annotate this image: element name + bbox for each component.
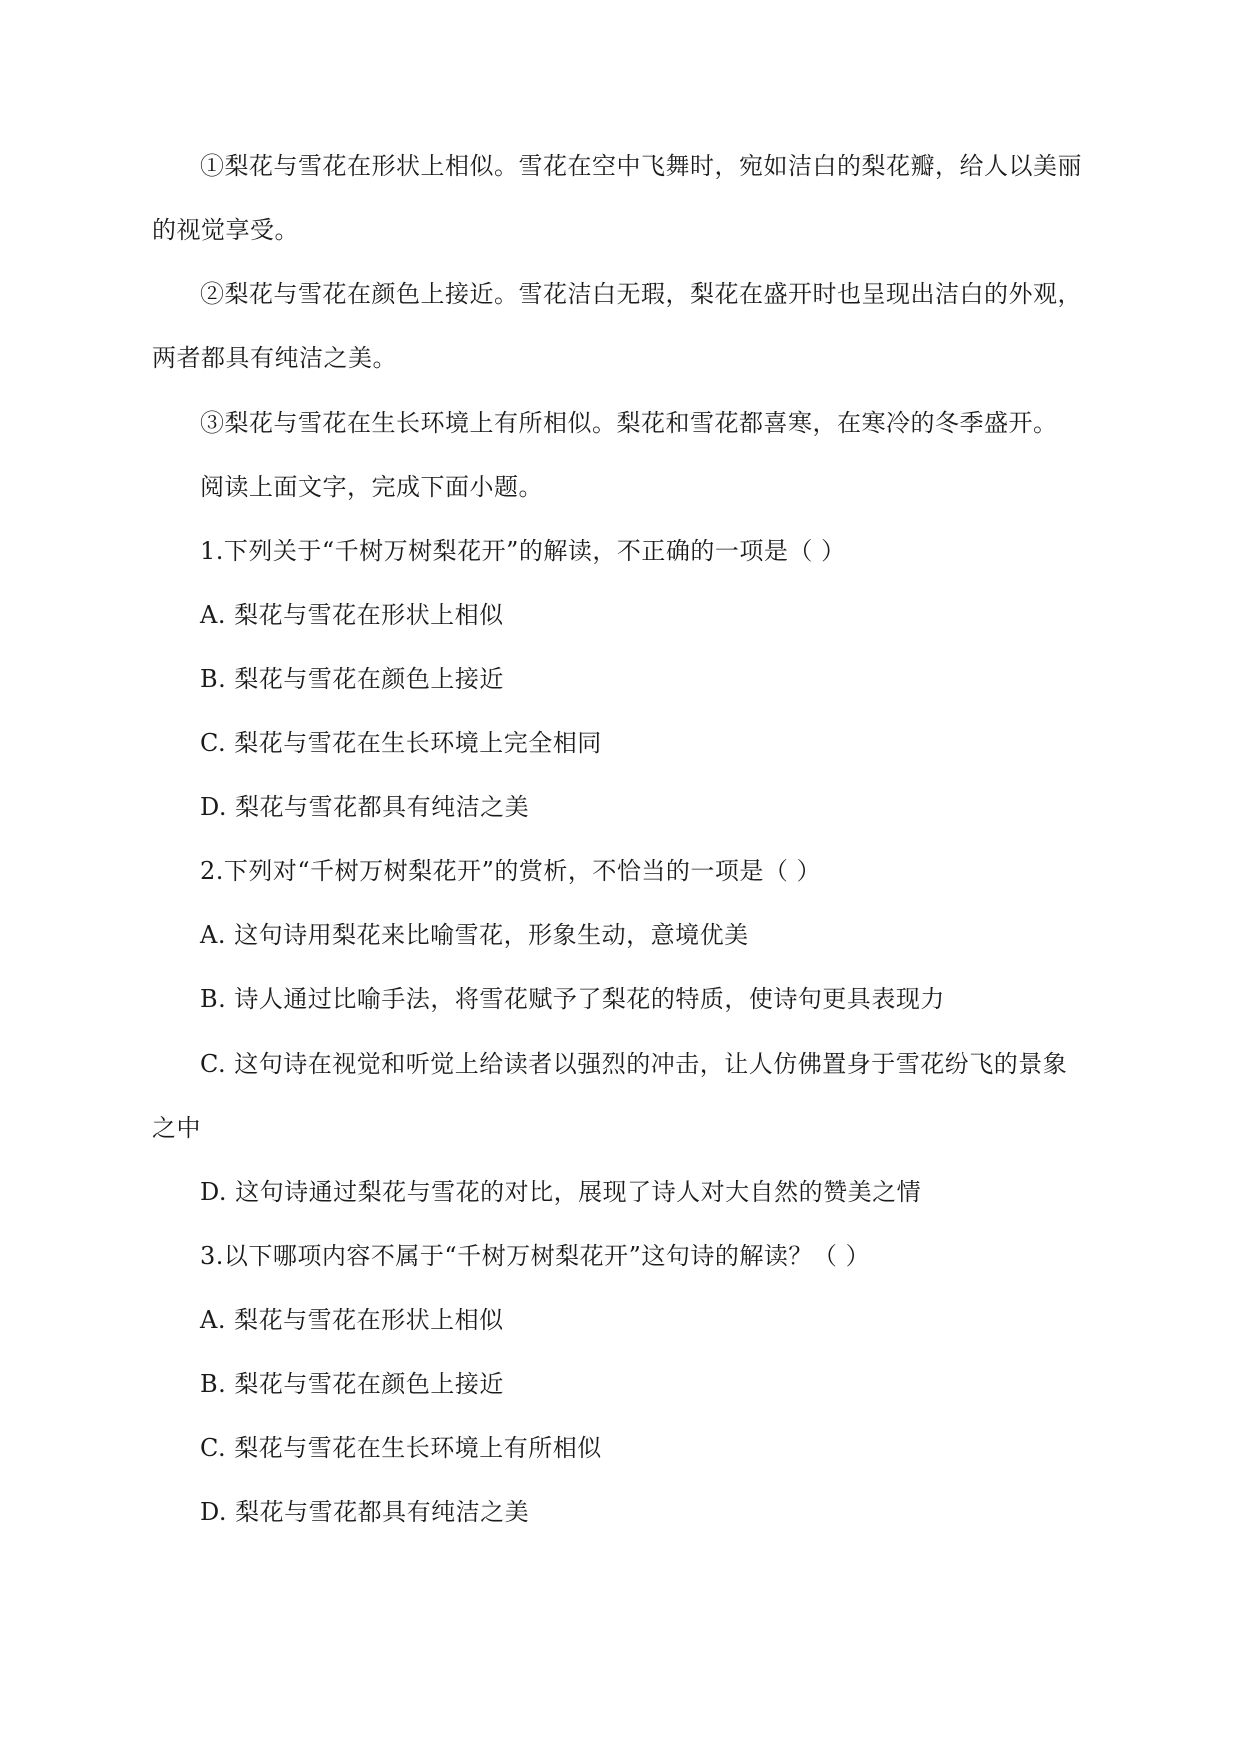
question-1-option-a: A. 梨花与雪花在形状上相似 [200, 601, 504, 629]
question-3-option-b: B. 梨花与雪花在颜色上接近 [200, 1370, 504, 1398]
question-2-option-c: C. 这句诗在视觉和听觉上给读者以强烈的冲击，让人仿佛置身于雪花纷飞的景象 [200, 1050, 1068, 1078]
question-3-option-d: D. 梨花与雪花都具有纯洁之美 [200, 1498, 530, 1526]
question-2-option-a: A. 这句诗用梨花来比喻雪花，形象生动，意境优美 [200, 921, 749, 949]
question-1-option-b: B. 梨花与雪花在颜色上接近 [200, 665, 504, 693]
passage-paragraph-1-line-1: ①梨花与雪花在形状上相似。雪花在空中飞舞时，宛如洁白的梨花瓣，给人以美丽 [200, 152, 1082, 180]
passage-paragraph-2-line-2: 两者都具有纯洁之美。 [152, 344, 397, 372]
question-2-stem: 2.下列对“千树万树梨花开”的赏析，不恰当的一项是（ ） [200, 857, 822, 885]
question-3-stem: 3.以下哪项内容不属于“千树万树梨花开”这句诗的解读？（ ） [200, 1242, 871, 1270]
question-2-option-c-continuation: 之中 [152, 1114, 201, 1142]
question-3-option-a: A. 梨花与雪花在形状上相似 [200, 1306, 504, 1334]
passage-paragraph-1-line-2: 的视觉享受。 [152, 216, 299, 244]
reading-instruction: 阅读上面文字，完成下面小题。 [200, 473, 543, 501]
passage-paragraph-3-line-1: ③梨花与雪花在生长环境上有所相似。梨花和雪花都喜寒，在寒冷的冬季盛开。 [200, 409, 1058, 437]
question-1-stem: 1.下列关于“千树万树梨花开”的解读，不正确的一项是（ ） [200, 537, 846, 565]
passage-paragraph-2-line-1: ②梨花与雪花在颜色上接近。雪花洁白无瑕，梨花在盛开时也呈现出洁白的外观， [200, 280, 1082, 308]
question-2-option-b: B. 诗人通过比喻手法，将雪花赋予了梨花的特质，使诗句更具表现力 [200, 985, 945, 1013]
question-2-option-d: D. 这句诗通过梨花与雪花的对比，展现了诗人对大自然的赞美之情 [200, 1178, 922, 1206]
question-1-option-c: C. 梨花与雪花在生长环境上完全相同 [200, 729, 602, 757]
question-3-option-c: C. 梨花与雪花在生长环境上有所相似 [200, 1434, 602, 1462]
question-1-option-d: D. 梨花与雪花都具有纯洁之美 [200, 793, 530, 821]
